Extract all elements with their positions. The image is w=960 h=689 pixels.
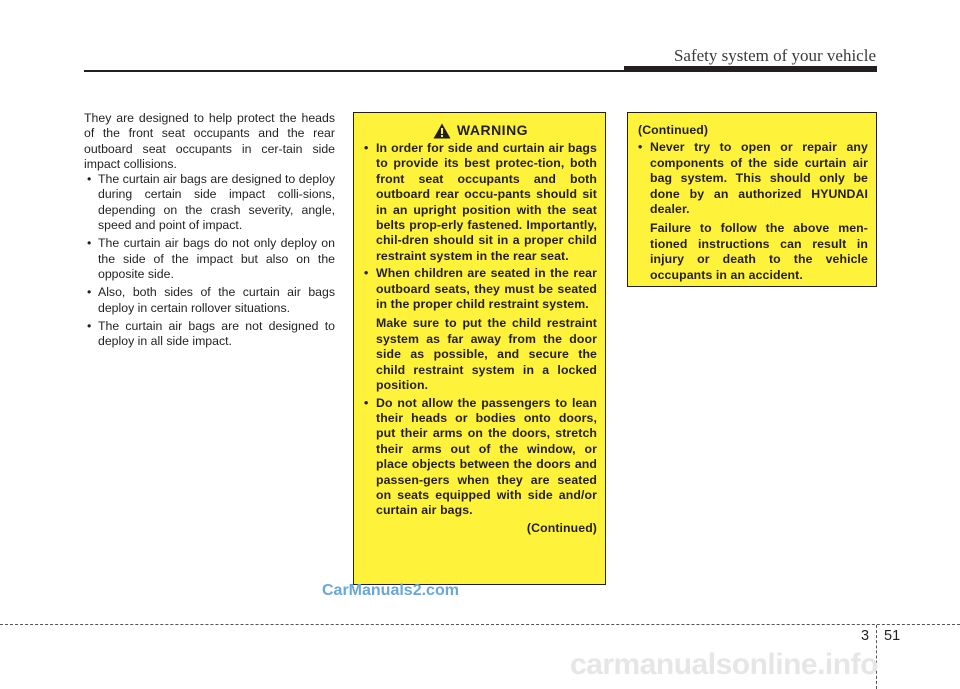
continuation-list bbox=[638, 140, 868, 283]
list-item: • Never try to open or repair any components of the side curtain air bag system. This should only be done by an authorized HYUNDAI dealer. Failure to follow the above men-tioned instructions can result in injury or death to the vehicle occupants in an accident. bbox=[638, 140, 868, 282]
header-rule bbox=[84, 70, 624, 72]
warning-title: WARNING bbox=[456, 122, 529, 139]
list-item: • When children are seated in the rear outboard seats, they must be seated in the proper child restraint system. Make sure to put the child restraint system as far away from the door side as possible, and secure the child restraint system in a locked position. bbox=[364, 266, 597, 393]
list-item: • The curtain air bags are designed to deploy during certain side impact colli-sions, depending on the crash severity, angle, speed and point of impact. bbox=[87, 172, 335, 233]
page-number: 51 bbox=[884, 628, 901, 644]
bullet-icon: • bbox=[638, 140, 643, 155]
body-column bbox=[84, 111, 335, 349]
bullet-icon: • bbox=[87, 285, 92, 300]
bottom-watermark: carmanualsonline.info bbox=[570, 648, 878, 681]
bullet-icon: • bbox=[87, 318, 92, 333]
list-item: • Do not allow the passengers to lean their heads or bodies onto doors, put their arms on the doors, stretch their arms out of the window, or place objects between the doors and passen-gers when they are seated on seats equipped with side and/or curtain air bags. bbox=[364, 395, 597, 518]
warning-heading bbox=[364, 123, 597, 139]
header-rule-thick bbox=[624, 66, 877, 72]
bullet-icon: • bbox=[364, 395, 369, 410]
warning-box bbox=[353, 112, 606, 585]
warning-triangle-icon bbox=[433, 123, 451, 139]
footer-rule bbox=[0, 624, 960, 625]
continued-header: (Continued) bbox=[638, 123, 709, 137]
bullet-icon: • bbox=[87, 236, 92, 251]
list-item: • In order for side and curtain air bags to provide its best protec-tion, both front seat occupants and both outboard rear occu-pants should sit in an upright position with the seat belts prop-erly fastened. Importantly, chil-dren should sit in a proper child restraint system in the rear seat. bbox=[364, 141, 597, 263]
warning-list bbox=[364, 141, 597, 519]
intro-paragraph: They are designed to help protect the heads of the front seat occupants and the rear outboard seat occupants in cer-tain side impact collisions. bbox=[84, 111, 335, 171]
list-item: • Also, both sides of the curtain air bags deploy in certain rollover situations. bbox=[87, 285, 335, 315]
continued-label: (Continued) bbox=[526, 520, 597, 535]
list-item: • The curtain air bags are not designed to deploy in all side impact. bbox=[87, 318, 335, 349]
chapter-number: 3 bbox=[861, 628, 870, 644]
bullet-icon: • bbox=[364, 141, 369, 155]
bullet-icon: • bbox=[87, 172, 92, 187]
bullet-icon: • bbox=[364, 266, 369, 281]
page-header-title: Safety system of your vehicle bbox=[673, 46, 876, 65]
continuation-box bbox=[627, 112, 877, 287]
list-item: • The curtain air bags do not only deploy on the side of the impact but also on the opposite side. bbox=[87, 236, 335, 281]
watermark-link[interactable]: CarManuals2.com bbox=[322, 582, 459, 599]
bullet-list bbox=[84, 172, 335, 349]
